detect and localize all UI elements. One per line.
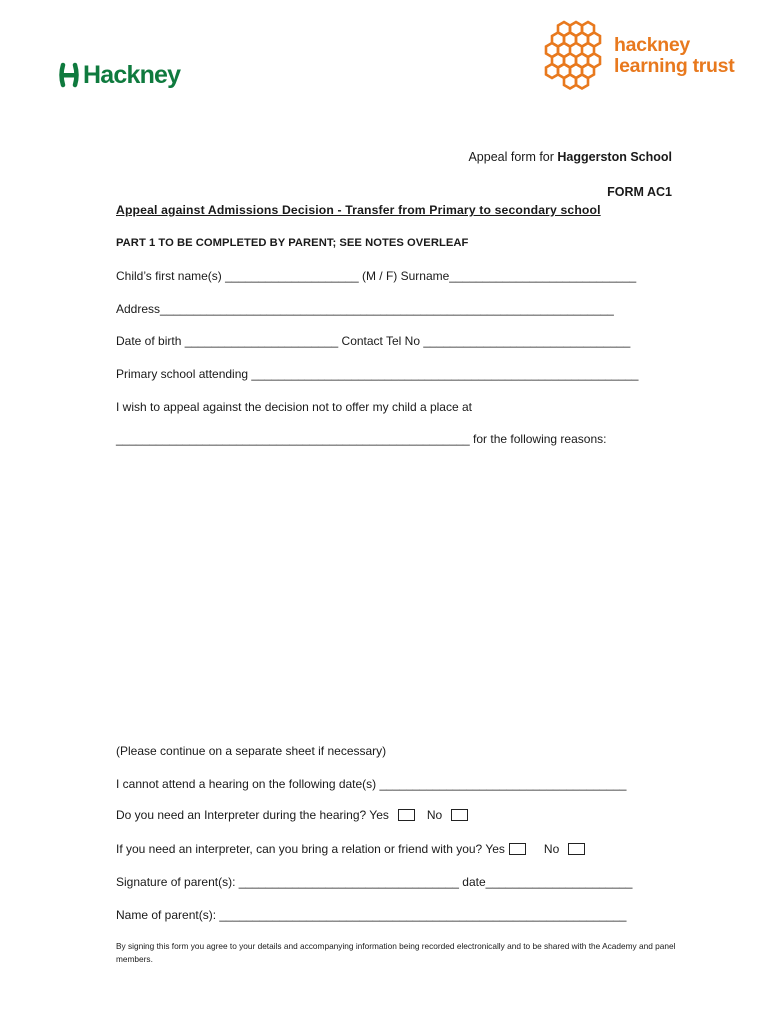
relation-yes-checkbox[interactable] — [509, 843, 526, 855]
hackney-logo — [58, 62, 180, 88]
hlt-logo-line2: learning trust — [614, 54, 735, 77]
relation-question-label: If you need an interpreter, can you bring a relation or friend with you? Yes — [116, 842, 505, 856]
continue-note: (Please continue on a separate sheet if necessary) — [116, 744, 387, 758]
hlt-logo-text — [614, 36, 734, 76]
school-name: Haggerston School — [557, 150, 672, 164]
relation-no-checkbox[interactable] — [568, 843, 585, 855]
hackney-h-icon — [58, 62, 80, 88]
hlt-logo-line1: hackney — [614, 34, 690, 56]
relation-no-label: No — [543, 842, 560, 856]
interpreter-question-label: Do you need an Interpreter during the hearing? Yes — [116, 808, 389, 822]
interpreter-no-label: No — [426, 808, 443, 822]
hearing-dates-field[interactable]: I cannot attend a hearing on the following date(s) _____________________________________ — [116, 777, 627, 791]
school-appealed-field[interactable]: _____________________________________________________ for the following reasons: — [116, 432, 607, 446]
address-field[interactable]: Address____________________________________________________________________ — [116, 302, 614, 316]
hackney-learning-trust-logo — [540, 18, 734, 94]
signature-field[interactable]: Signature of parent(s): _________________________________ date______________________ — [116, 875, 633, 889]
appeal-form-title — [468, 150, 672, 164]
form-heading: Appeal against Admissions Decision - Transfer from Primary to secondary school — [116, 203, 601, 217]
child-name-field[interactable]: Child’s first name(s) ____________________ (M / F) Surname____________________________ — [116, 269, 637, 283]
interpreter-question — [116, 808, 474, 822]
dob-tel-field[interactable]: Date of birth _______________________ Contact Tel No _______________________________ — [116, 334, 631, 348]
part1-heading: PART 1 TO BE COMPLETED BY PARENT; SEE NOTES OVERLEAF — [116, 237, 469, 249]
primary-school-field[interactable]: Primary school attending __________________________________________________________ — [116, 367, 639, 381]
hackney-logo-text: Hackney — [83, 60, 181, 89]
interpreter-no-checkbox[interactable] — [451, 809, 468, 821]
honeycomb-icon — [540, 18, 608, 94]
appeal-statement: I wish to appeal against the decision not to offer my child a place at — [116, 400, 472, 414]
form-id: FORM AC1 — [607, 185, 672, 199]
consent-footer: By signing this form you agree to your details and accompanying information being recorded electronically and to be shared with the Academy and panel members. — [116, 941, 676, 964]
interpreter-yes-checkbox[interactable] — [398, 809, 415, 821]
appeal-form-prefix: Appeal form for — [468, 150, 558, 164]
relation-question — [116, 842, 591, 856]
parent-name-field[interactable]: Name of parent(s): _____________________________________________________________ — [116, 908, 627, 922]
